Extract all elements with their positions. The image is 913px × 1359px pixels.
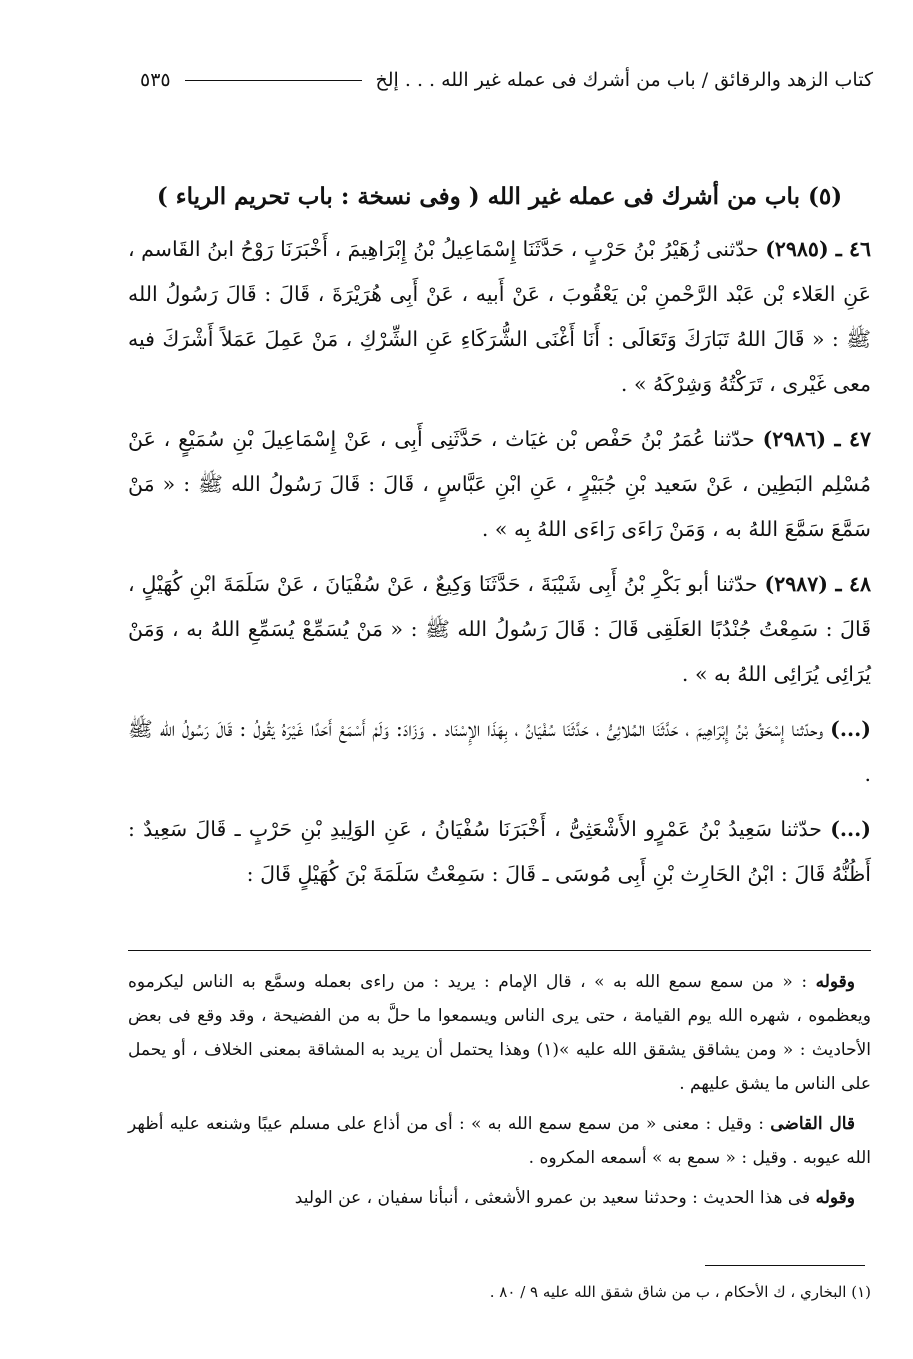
hadith-48 bbox=[128, 562, 871, 697]
commentary-text: : وقيل : معنى « من سمع سمع الله به » : أى من أذاع على مسلم عيبًا وشنعه عليه أظهر الله عيوبه . وقيل : « سمع به » أسمعه المكروه . bbox=[128, 1114, 871, 1168]
hadith-number: ٤٧ ـ (٢٩٨٦) bbox=[762, 427, 871, 451]
hadith-text: حدّثنا أبو بَكْرِ بْنُ أَبِى شَيْبَةَ ، حَدَّثَنَا وَكِيعٌ ، عَنْ سُفْيَانَ ، عَنْ سَلَمَةَ ابْنِ كُهَيْلٍ ، قَالَ : سَمِعْتُ جُنْدُبًا العَلَقِى قَالَ : قَالَ رَسُولُ الله ﷺ : « مَنْ يُسَمِّعْ يُسَمِّعِ اللهُ به ، وَمَنْ يُرَائِى يُرَائِى اللهُ به » . bbox=[128, 572, 871, 686]
hadith-number: ٤٦ ـ (٢٩٨٥) bbox=[765, 237, 871, 261]
commentary-paragraph bbox=[128, 1107, 871, 1175]
hadith-paragraph bbox=[128, 227, 871, 407]
commentary-paragraph bbox=[128, 1181, 871, 1215]
hadith-46 bbox=[128, 227, 871, 407]
hadith-text: حدّثنى زُهَيْرُ بْنُ حَرْبٍ ، حَدَّثَنَا إِسْمَاعِيلُ بْنُ إِبْرَاهِيمَ ، أَخْبَرَنَا رَوْحُ ابنُ القَاسم ، عَنِ العَلاء بْن عَبْد الرَّحْمنِ بْن يَعْقُوبَ ، عَنْ أَبيه ، عَنْ أَبِى هُرَيْرَةَ ، قَالَ : قَالَ رَسُولُ الله ﷺ : « قَالَ اللهُ تَبَارَكَ وَتَعَالَى : أَنَا أَغْنَى الشُّرَكَاءِ عَنِ الشِّرْكِ ، مَنْ عَمِلَ عَمَلاً أَشْرَكَ فيه معى غَيْرى ، تَرَكْتُهُ وَشِرْكَهُ » . bbox=[128, 237, 871, 396]
footnote-divider bbox=[705, 1265, 865, 1266]
hadith-text: حدّثنا سَعِيدُ بْنُ عَمْرٍو الأَشْعَثِىُّ ، أَخْبَرَنَا سُفْيَانُ ، عَنِ الوَلِيدِ بْنِ حَرْبٍ ـ قَالَ سَعِيدٌ : أَظُنُّهُ قَالَ : ابْنُ الحَارِث بْنِ أَبِى مُوسَى ـ قَالَ : سَمِعْتُ سَلَمَةَ بْنَ كُهَيْلٍ قَالَ : bbox=[128, 817, 871, 886]
commentary-text: فى هذا الحديث : وحدثنا سعيد بن عمرو الأشعثى ، أنبأنا سفيان ، عن الوليد bbox=[294, 1188, 816, 1208]
hadith-text: وحدّثنا إِسْحَقُ بْنُ إِبْرَاهِيمَ ، حَدَّثَنَا المُلائِىُّ ، حَدَّثَنَا سُفْيَانُ ، بِهَذَا الإِسْنَاد . وَزَادَ: وَلَمْ أَسْمَعْ أَحَدًا غَيْرَهُ يَقُولُ : قَالَ رَسُولُ الله ﷺ . bbox=[128, 717, 871, 786]
hadith-47 bbox=[128, 417, 871, 552]
hadith-48-variant-2 bbox=[128, 807, 871, 897]
hadith-number: (...) bbox=[830, 817, 871, 841]
commentary-paragraph bbox=[128, 965, 871, 1101]
running-title: كتاب الزهد والرقائق / باب من أشرك فى عمله غير الله . . . إلخ bbox=[375, 69, 873, 91]
hadith-number: (...) bbox=[830, 717, 871, 741]
commentary-divider bbox=[128, 950, 871, 951]
running-header bbox=[140, 60, 873, 100]
footnote: (١) البخاري ، ك الأحكام ، ب من شاق شقق الله عليه ٩ / ٨٠ . bbox=[489, 1283, 871, 1301]
chapter-title: (٥) باب من أشرك فى عمله غير الله ( وفى نسخة : باب تحريم الرياء ) bbox=[156, 183, 843, 210]
page-number: ٥٣٥ bbox=[140, 69, 171, 91]
hadith-number: ٤٨ ـ (٢٩٨٧) bbox=[764, 572, 871, 596]
hadith-paragraph bbox=[128, 417, 871, 552]
main-text bbox=[128, 175, 871, 907]
hadith-paragraph bbox=[128, 807, 871, 897]
hadith-paragraph bbox=[128, 707, 871, 797]
commentary-lead: قال القاضى bbox=[770, 1114, 856, 1134]
hadith-paragraph bbox=[128, 562, 871, 697]
commentary-lead: وقوله bbox=[815, 972, 855, 992]
commentary bbox=[128, 965, 871, 1221]
commentary-text: : « من سمع سمع الله به » ، قال الإمام : يريد : من راءى بعمله وسمَّع به الناس ليكرموه ويعظموه ، شهره الله يوم القيامة ، حتى يرى الناس ويسمعوا ما حلَّ به من الفضيحة ، وقد وقع فى بعض الأحاديث : « ومن يشاقق يشقق الله عليه »(١) وهذا يحتمل أن يريد به المشاقة بمعنى الخلاف ، أو يحمل على الناس ما يشق عليهم . bbox=[128, 972, 871, 1094]
commentary-lead: وقوله bbox=[815, 1188, 855, 1208]
hadith-text: حدّثنا عُمَرُ بْنُ حَفْص بْن غيَاث ، حَدَّثَنِى أَبِى ، عَنْ إِسْمَاعِيلَ بْنِ سُمَيْعٍ ، عَنْ مُسْلِم البَطِين ، عَنْ سَعيد بْنِ جُبَيْرٍ ، عَنِ ابْنِ عَبَّاسٍ ، قَالَ : قَالَ رَسُولُ الله ﷺ : « مَنْ سَمَّعَ سَمَّعَ اللهُ به ، وَمَنْ رَاءَى رَاءَى اللهُ بِه » . bbox=[128, 427, 871, 541]
header-rule bbox=[185, 80, 362, 81]
hadith-48-variant-1 bbox=[128, 707, 871, 797]
